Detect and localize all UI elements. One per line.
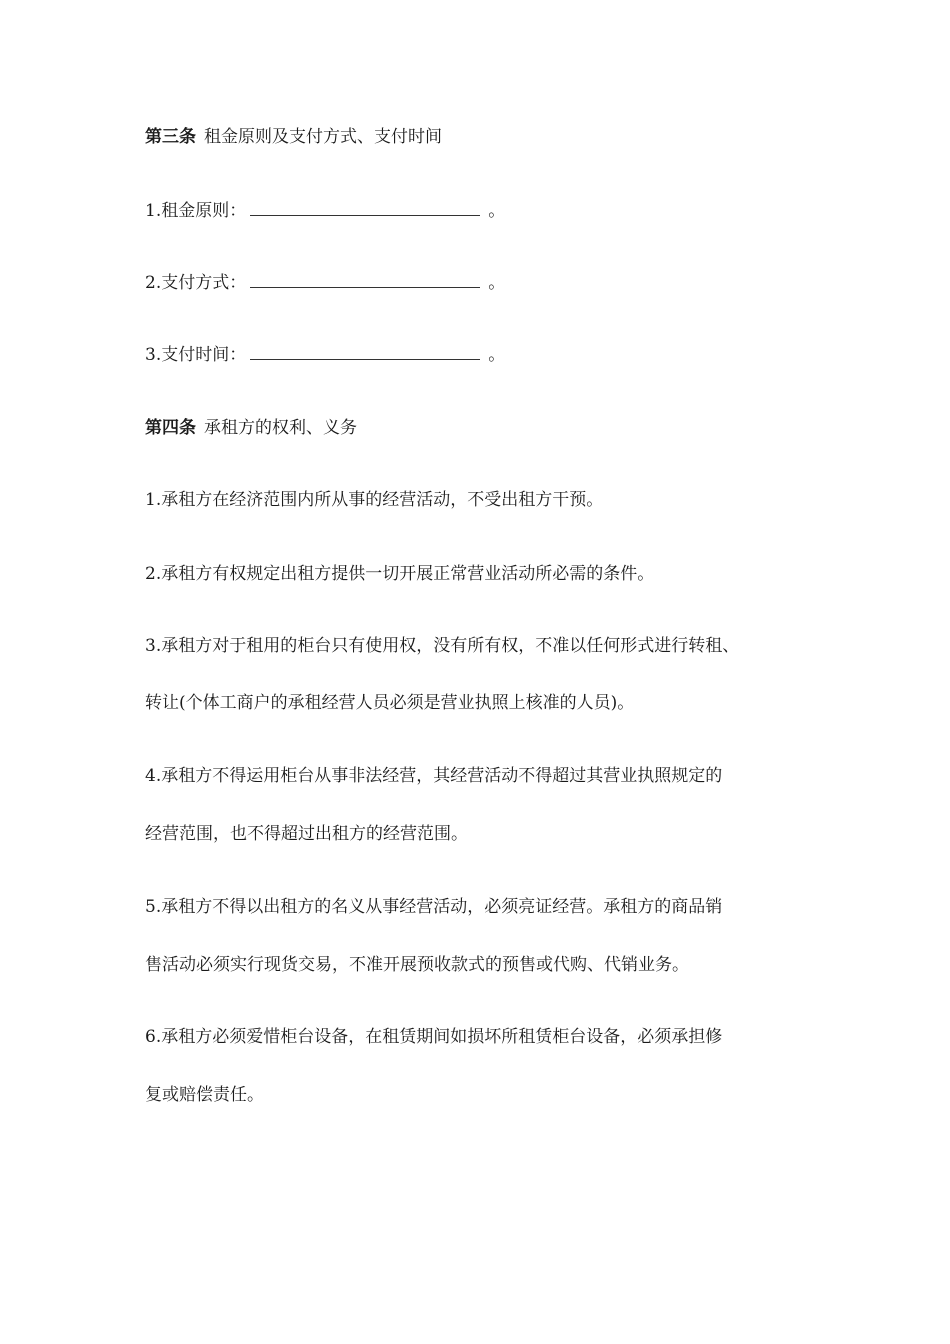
section-4-label: 第四条 (145, 418, 196, 438)
item-label: 1.租金原则： (145, 201, 247, 221)
item-end: 。 (488, 201, 506, 221)
section-3-item-1 (145, 199, 505, 223)
section-3-item-2 (145, 271, 505, 295)
paragraph-line: 5.承租方不得以出租方的名义从事经营活动，必须亮证经营。承租方的商品销 (145, 897, 723, 917)
paragraph-line: 复或赔偿责任。 (145, 1085, 264, 1105)
section-3-heading (145, 125, 442, 149)
paragraph-line: 4.承租方不得运用柜台从事非法经营，其经营活动不得超过其营业执照规定的 (145, 766, 723, 786)
section-3-label: 第三条 (145, 127, 196, 147)
paragraph-line: 3.承租方对于租用的柜台只有使用权，没有所有权，不准以任何形式进行转租、 (145, 636, 740, 656)
paragraph-line: 6.承租方必须爱惜柜台设备，在租赁期间如损坏所租赁柜台设备，必须承担修 (145, 1027, 723, 1047)
section-3-title: 租金原则及支付方式、支付时间 (204, 127, 442, 147)
item-label: 3.支付时间： (145, 345, 247, 365)
fill-in-blank[interactable] (250, 271, 480, 288)
item-end: 。 (488, 273, 506, 293)
paragraph-line: 2.承租方有权规定出租方提供一切开展正常营业活动所必需的条件。 (145, 564, 655, 584)
paragraph-line: 1.承租方在经济范围内所从事的经营活动，不受出租方干预。 (145, 490, 604, 510)
item-label: 2.支付方式： (145, 273, 247, 293)
section-3-item-3 (145, 343, 505, 367)
fill-in-blank[interactable] (250, 343, 480, 360)
section-4-title: 承租方的权利、义务 (204, 418, 357, 438)
item-end: 。 (488, 345, 506, 365)
paragraph-line: 转让(个体工商户的承租经营人员必须是营业执照上核准的人员)。 (145, 693, 635, 713)
paragraph-line: 经营范围，也不得超过出租方的经营范围。 (145, 824, 468, 844)
fill-in-blank[interactable] (250, 199, 480, 216)
paragraph-line: 售活动必须实行现货交易，不准开展预收款式的预售或代购、代销业务。 (145, 955, 689, 975)
section-4-heading (145, 416, 357, 440)
